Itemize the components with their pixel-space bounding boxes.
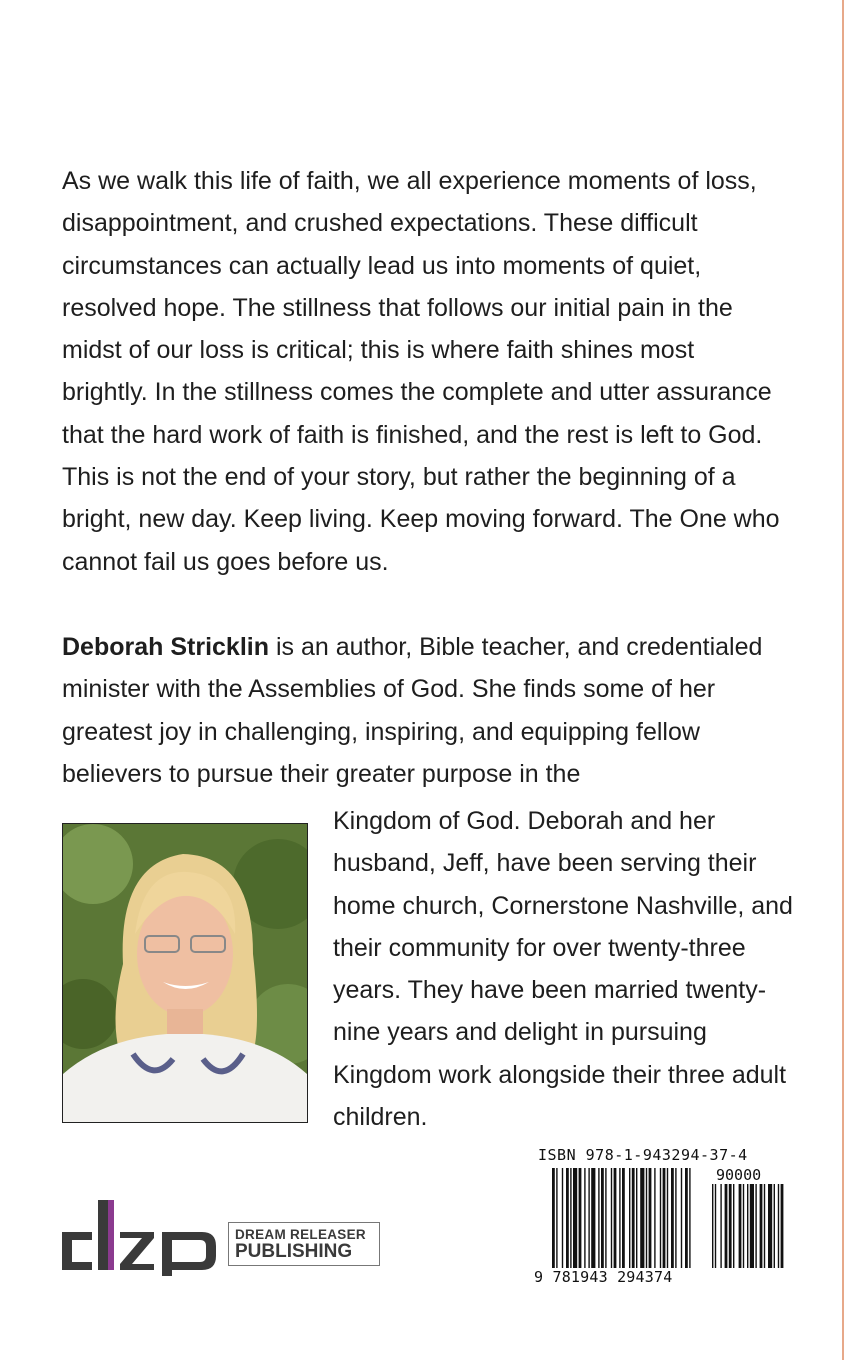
price-barcode-bar [774, 1184, 775, 1268]
ean-digits: 9 781943 294374 [534, 1268, 673, 1286]
barcode-bar [611, 1168, 612, 1268]
barcode-bar [660, 1168, 661, 1268]
barcode-bar [636, 1168, 637, 1268]
price-barcode-bar [729, 1184, 732, 1268]
back-cover-blurb: As we walk this life of faith, we all experience moments of loss, disappointment, and crushed expectations. These difficult circumstances can actually lead us into moments of quiet, resolved hope. The stillness that follows our initial pain in the midst of our loss is critical; this is where faith shines most brightly. In the stillness comes the complete and utter assurance that the hard work of faith is finished, and the rest is left to God. This is not the end of your story, but rather the beginning of a bright, new day. Keep living. Keep moving forward. The One who cannot fail us goes before us. [62, 167, 780, 576]
publisher-name-line2: PUBLISHING [235, 1240, 353, 1262]
price-barcode-bar [768, 1184, 772, 1268]
cover-edge-line [842, 0, 844, 1360]
barcode-bar [640, 1168, 644, 1268]
price-barcode-bar [743, 1184, 744, 1268]
publisher-name-box [228, 1222, 380, 1266]
price-barcode-bar [755, 1184, 756, 1268]
isbn-label: ISBN 978-1-943294-37-4 [538, 1146, 748, 1164]
publisher-name-line1: DREAM RELEASER [235, 1226, 366, 1242]
price-code: 90000 [716, 1166, 762, 1184]
price-barcode-bar [712, 1184, 713, 1268]
author-photo [62, 823, 308, 1123]
barcode-bar [681, 1168, 682, 1268]
barcode-bar [584, 1168, 585, 1268]
barcode-bar [579, 1168, 582, 1268]
barcode-bar [629, 1168, 630, 1268]
barcode-bar [573, 1168, 577, 1268]
price-barcode-bar [715, 1184, 716, 1268]
price-barcode-bar [760, 1184, 763, 1268]
price-barcode-bar [747, 1184, 748, 1268]
barcode-bar [622, 1168, 625, 1268]
author-bio-intro [62, 626, 792, 795]
price-barcode-bar [733, 1184, 734, 1268]
price-barcode-bar [750, 1184, 754, 1268]
price-barcode-bar [778, 1184, 779, 1268]
barcode-bar [614, 1168, 617, 1268]
barcode-bar [667, 1168, 668, 1268]
barcode-bar [570, 1168, 571, 1268]
barcode-bar [598, 1168, 599, 1268]
price-barcode-bar [764, 1184, 765, 1268]
price-barcode-bar [720, 1184, 721, 1268]
author-portrait-image [63, 824, 307, 1122]
price-barcode-bar [739, 1184, 742, 1268]
barcode-bar [619, 1168, 620, 1268]
barcode-bar [605, 1168, 606, 1268]
author-name: Deborah Stricklin [62, 633, 269, 661]
barcode-bar [632, 1168, 635, 1268]
barcode-bar [552, 1168, 555, 1268]
barcode-bar [556, 1168, 557, 1268]
barcode-bars [552, 1168, 784, 1270]
barcode-bar [663, 1168, 666, 1268]
barcode-bar [654, 1168, 655, 1268]
barcode-bar [649, 1168, 652, 1268]
barcode-bar [685, 1168, 688, 1268]
barcode-bar [646, 1168, 647, 1268]
barcode-bar [591, 1168, 595, 1268]
author-bio-intro-text: is an author, Bible teacher, and credentialed minister with the Assemblies of God. She finds some of her greatest joy in challenging, inspiring, and equipping fellow believers to pursue their greater purpose in the [62, 633, 763, 788]
barcode-bar [588, 1168, 589, 1268]
barcode-bar [562, 1168, 563, 1268]
drp-logo-mark [62, 1196, 222, 1276]
barcode-bar [689, 1168, 690, 1268]
barcode-bar [601, 1168, 604, 1268]
price-barcode-bar [781, 1184, 784, 1268]
barcode-bar [566, 1168, 569, 1268]
publisher-logo [62, 1196, 392, 1276]
isbn-barcode [530, 1142, 790, 1292]
barcode-bar [675, 1168, 676, 1268]
price-barcode-bar [725, 1184, 728, 1268]
barcode-bar [671, 1168, 674, 1268]
author-bio-continued: Kingdom of God. Deborah and her husband, Jeff, have been serving their home church, Cornerstone Nashville, and their community for over twenty-three years. They have been married twenty-nine years and delight in pursuing Kingdom work alongside their three adult children. [333, 807, 793, 1132]
